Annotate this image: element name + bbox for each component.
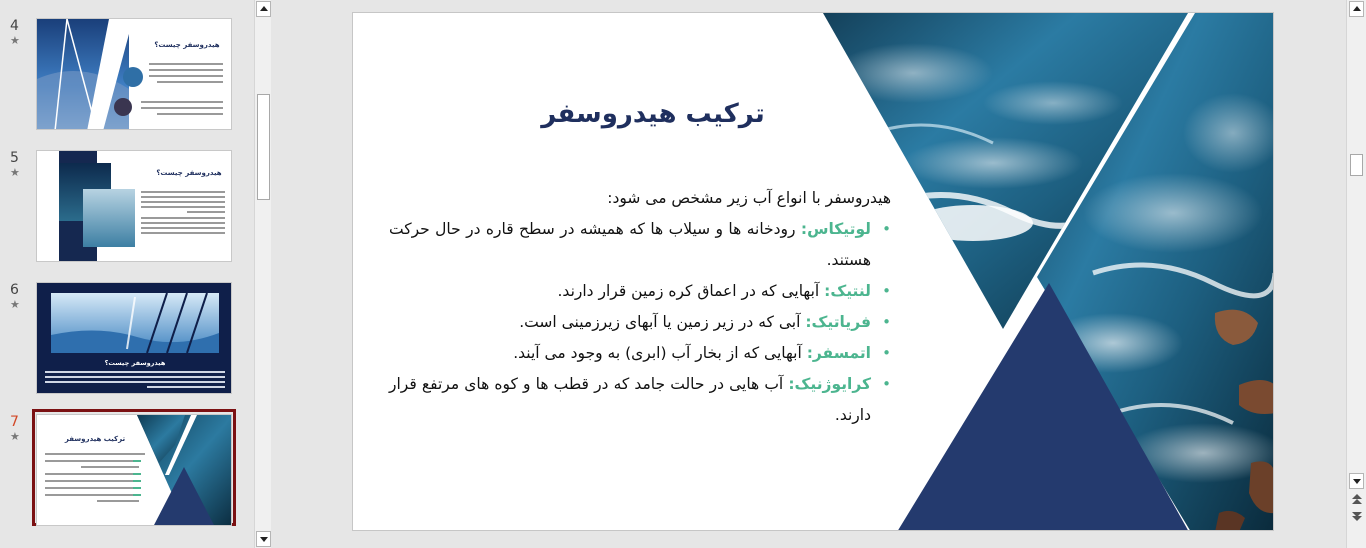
slide-scrollbar[interactable] [1346,0,1366,548]
thumbnail-slide-7[interactable] [0,414,254,536]
slide-title[interactable]: ترکیب هیدروسفر [541,99,765,129]
term-description: آب هایی در حالت جامد که در قطب ها و کوه های مرتفع قرار دارند. [389,375,871,424]
thumbnail-slide-5[interactable] [0,150,254,272]
animation-star-icon: ★ [10,34,20,47]
bullet-dot-icon: • [882,344,891,362]
term-label: لنتیک: [824,282,871,300]
next-slide-icon[interactable] [1351,510,1363,522]
slide-thumbnail[interactable] [36,18,232,130]
bullet-dot-icon: • [882,282,891,300]
thumbnail-title: هیدروسفر چیست؟ [156,169,222,177]
slide-thumbnail[interactable] [36,150,232,262]
thumbnail-slide-6[interactable] [0,282,254,404]
bullet-list [389,214,891,431]
slide-number: 7 [10,414,19,430]
slide-canvas[interactable] [352,12,1274,531]
term-description: آبهایی که در اعماق کره زمین قرار دارند. [557,282,825,300]
slide-thumbnail[interactable] [36,282,232,394]
scrollbar-thumb[interactable] [257,94,270,200]
bullet-dot-icon: • [882,375,891,393]
thumbnail-graphic [37,151,232,262]
list-item [389,214,891,276]
scroll-down-icon[interactable] [1349,473,1364,489]
scroll-up-icon[interactable] [1349,1,1364,17]
list-item [389,276,891,307]
slide-number: 4 [10,18,19,34]
thumbnail-graphic [37,19,232,130]
thumbnail-scrollbar[interactable] [254,0,271,548]
term-label: فریاتیک: [805,313,871,331]
bullet-dot-icon: • [882,220,891,238]
thumbnail-graphic [37,415,232,526]
bullet-dot-icon: • [882,313,891,331]
slide-thumbnail[interactable] [36,414,232,526]
thumbnail-title: هیدروسفر چیست؟ [154,41,220,49]
list-item [389,369,891,431]
list-item [389,307,891,338]
term-label: لوتیکاس: [800,220,871,238]
slide-body-text[interactable] [389,183,891,431]
slide-thumbnail-pane[interactable] [0,0,254,548]
animation-star-icon: ★ [10,430,20,443]
animation-star-icon: ★ [10,166,20,179]
term-description: آبی که در زیر زمین یا آبهای زیرزمینی است. [519,313,806,331]
thumbnail-slide-4[interactable] [0,18,254,140]
term-label: اتمسفر: [806,344,871,362]
scrollbar-thumb[interactable] [1350,154,1363,176]
slide-number: 5 [10,150,19,166]
slide-number: 6 [10,282,19,298]
term-label: کرایوژنیک: [788,375,871,393]
scroll-down-icon[interactable] [256,531,271,547]
body-intro: هیدروسفر با انواع آب زیر مشخص می شود: [607,189,891,207]
scroll-up-icon[interactable] [256,1,271,17]
thumbnail-title: ترکیب هیدروسفر [64,435,126,443]
animation-star-icon: ★ [10,298,20,311]
thumbnail-title: هیدروسفر چیست؟ [104,359,166,367]
term-description: آبهایی که از بخار آب (ابری) به وجود می آیند. [513,344,807,362]
list-item [389,338,891,369]
thumbnail-graphic [37,283,232,394]
previous-slide-icon[interactable] [1351,494,1363,506]
slide-editor [272,0,1346,548]
term-description: رودخانه ها و سیلاب ها که همیشه در سطح قاره در حال حرکت هستند. [389,220,871,269]
